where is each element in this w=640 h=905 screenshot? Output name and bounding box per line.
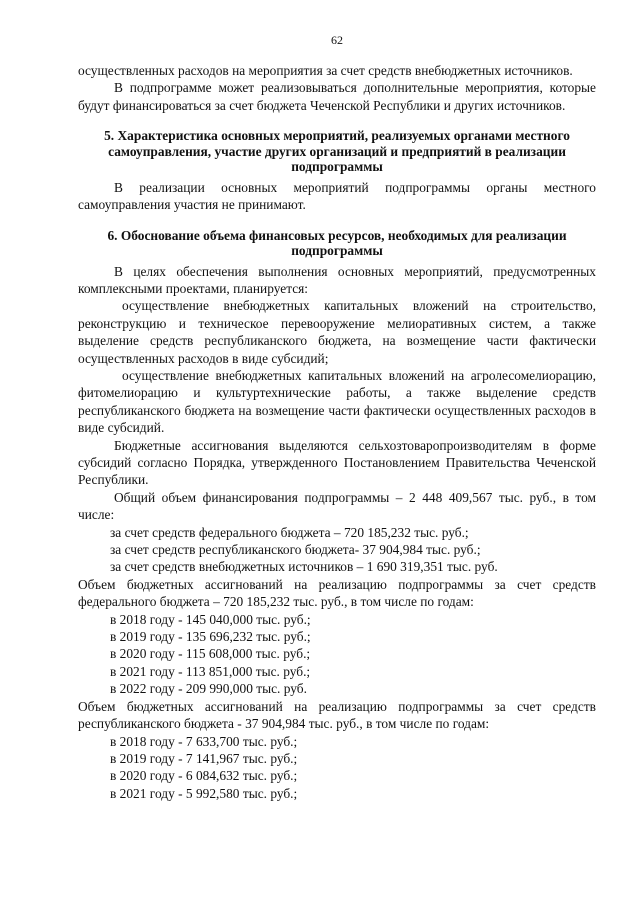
year-line: в 2018 году - 7 633,700 тыс. руб.;	[110, 733, 298, 749]
funding-source-line: за счет средств республиканского бюджета- 37 904,984 тыс. руб.;	[110, 542, 481, 558]
year-line: в 2022 году - 209 990,000 тыс. руб.	[110, 681, 307, 697]
year-line: в 2018 году - 145 040,000 тыс. руб.;	[110, 611, 311, 627]
paragraph: Объем бюджетных ассигнований на реализацию подпрограммы за счет средств федерального бюджета – 720 185,232 тыс. руб., в том числе по годам:	[78, 576, 596, 610]
funding-source-line: за счет средств федерального бюджета – 720 185,232 тыс. руб.;	[110, 524, 469, 540]
year-line: в 2021 году - 113 851,000 тыс. руб.;	[110, 663, 311, 679]
document-body	[78, 62, 596, 802]
page-number: 62	[331, 33, 343, 47]
year-line: в 2020 году - 115 608,000 тыс. руб.;	[110, 646, 311, 662]
year-line: в 2020 году - 6 084,632 тыс. руб.;	[110, 768, 298, 784]
year-line: в 2019 году - 7 141,967 тыс. руб.;	[110, 750, 298, 766]
paragraph: В целях обеспечения выполнения основных мероприятий, предусмотренных комплексными проектами, планируется:	[78, 263, 596, 296]
paragraph: Общий объем финансирования подпрограммы – 2 448 409,567 тыс. руб., в том числе:	[78, 489, 596, 523]
section-heading-5: 5. Характеристика основных мероприятий, реализуемых органами местного самоуправления, участие других организаций и предприятий в реализации подпрограммы	[104, 128, 570, 175]
paragraph: осуществление внебюджетных капитальных вложений на агролесомелиорацию, фитомелиорацию и культуртехнические работы, а также выделение средств республиканского бюджета на возмещение части фактически осуществленных расходов в виде субсидий.	[78, 367, 596, 436]
paragraph: В реализации основных мероприятий подпрограммы органы местного самоуправления участия не принимают.	[78, 179, 596, 213]
funding-source-line: за счет средств внебюджетных источников – 1 690 319,351 тыс. руб.	[110, 559, 498, 575]
paragraph: осуществление внебюджетных капитальных вложений на строительство, реконструкцию и техническое перевооружение мелиоративных систем, а также выделение средств республиканского бюджета, на возмещение части фактически осуществленных расходов в виде субсидий;	[78, 298, 596, 366]
year-line: в 2021 году - 5 992,580 тыс. руб.;	[110, 785, 298, 801]
year-line: в 2019 году - 135 696,232 тыс. руб.;	[110, 629, 311, 645]
paragraph: осуществленных расходов на мероприятия за счет средств внебюджетных источников.	[78, 63, 573, 78]
section-heading-6: 6. Обоснование объема финансовых ресурсов, необходимых для реализации подпрограммы	[107, 227, 567, 259]
paragraph: Объем бюджетных ассигнований на реализацию подпрограммы за счет средств республиканского бюджета - 37 904,984 тыс. руб., в том числе по годам:	[78, 698, 596, 732]
paragraph: В подпрограмме может реализовываться дополнительные мероприятия, которые будут финансироваться за счет бюджета Чеченской Республики и других источников.	[78, 80, 596, 113]
paragraph: Бюджетные ассигнования выделяются сельхозтоваропроизводителям в форме субсидий согласно Порядка, утвержденного Постановлением Правительства Чеченской Республики.	[78, 437, 596, 488]
